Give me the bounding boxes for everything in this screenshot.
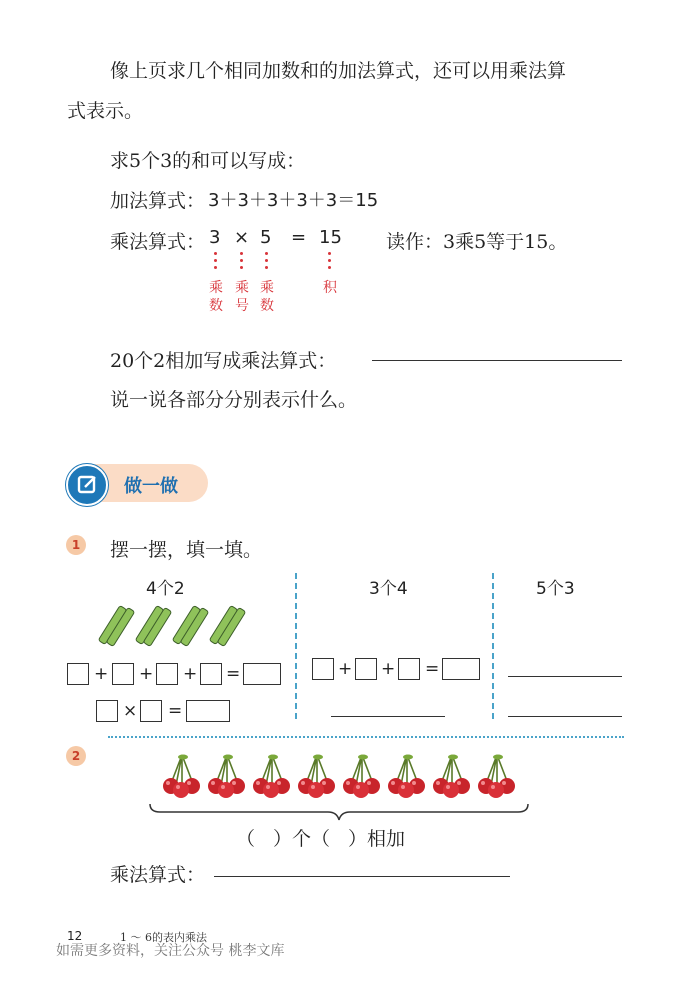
cherry-icon bbox=[252, 753, 292, 799]
blank-box[interactable] bbox=[200, 663, 222, 685]
example-question: 求5个3的和可以写成： bbox=[110, 150, 306, 172]
practice-explain: 说一说各部分分别表示什么。 bbox=[110, 389, 358, 411]
add-expression: 3＋3＋3＋3＋3＝15 bbox=[208, 190, 379, 211]
cherry-icon bbox=[342, 753, 382, 799]
answer-line-20x2[interactable] bbox=[372, 360, 622, 361]
mul-term-product: 15 bbox=[319, 227, 342, 248]
blank-box-product[interactable] bbox=[186, 700, 230, 722]
blank-box[interactable] bbox=[355, 658, 377, 680]
plus-sign: + bbox=[183, 664, 198, 684]
blank-box-sum[interactable] bbox=[442, 658, 480, 680]
blank-box[interactable] bbox=[398, 658, 420, 680]
section-icon bbox=[66, 464, 108, 506]
cherry-icon bbox=[432, 753, 472, 799]
ex2-number-badge: 2 bbox=[66, 746, 86, 766]
add-label: 加法算式： bbox=[110, 190, 206, 212]
blank-box[interactable] bbox=[312, 658, 334, 680]
plus-sign: + bbox=[338, 659, 353, 679]
plus-sign: + bbox=[139, 664, 154, 684]
mul-term-factor-2: 5 bbox=[260, 227, 272, 248]
mul-term-equals: = bbox=[291, 227, 307, 248]
intro-line-1: 像上页求几个相同加数和的加法算式，还可以用乘法算 bbox=[110, 60, 567, 82]
times-sign: × bbox=[123, 701, 138, 721]
ex1-number-badge: 1 bbox=[66, 535, 86, 555]
cherry-icon bbox=[387, 753, 427, 799]
ex1-title: 摆一摆，填一填。 bbox=[110, 539, 263, 561]
answer-line-ex2[interactable] bbox=[214, 876, 510, 877]
exercise-separator bbox=[108, 736, 624, 738]
plus-sign: + bbox=[94, 664, 109, 684]
ex2-mul-label: 乘法算式： bbox=[110, 864, 206, 886]
blank-box[interactable] bbox=[140, 700, 162, 722]
column-divider-2 bbox=[492, 573, 494, 719]
part-name-factor-2: 乘 数 bbox=[260, 280, 274, 314]
part-name-product: 积 bbox=[323, 280, 337, 296]
blank-box[interactable] bbox=[67, 663, 89, 685]
column-divider-1 bbox=[295, 573, 297, 719]
brace bbox=[148, 802, 530, 822]
cherry-icon bbox=[297, 753, 337, 799]
mul-term-sign: × bbox=[234, 227, 250, 248]
equals-sign: = bbox=[425, 659, 440, 679]
ex1-col-title-2: 3个4 bbox=[369, 579, 408, 599]
blank-box[interactable] bbox=[96, 700, 118, 722]
page-number: 12 bbox=[67, 929, 83, 943]
answer-line-col3-add[interactable] bbox=[508, 676, 622, 677]
cherry-icon bbox=[207, 753, 247, 799]
equals-sign: = bbox=[168, 701, 183, 721]
blank-box[interactable] bbox=[156, 663, 178, 685]
chapter-title: 1 ～ 6的表内乘法 bbox=[120, 931, 207, 944]
mul-term-factor-1: 3 bbox=[209, 227, 221, 248]
pencil-box-icon bbox=[68, 466, 106, 504]
read-as: 读作：3乘5等于15。 bbox=[386, 231, 568, 253]
cherry-icon bbox=[477, 753, 517, 799]
ex1-col-title-1: 4个2 bbox=[146, 579, 185, 599]
part-name-sign: 乘 号 bbox=[235, 280, 249, 314]
part-name-factor-1: 乘 数 bbox=[209, 280, 223, 314]
answer-line-col2[interactable] bbox=[331, 716, 445, 717]
section-title: 做一做 bbox=[124, 476, 178, 497]
mul-label: 乘法算式： bbox=[110, 231, 206, 253]
blank-box-sum[interactable] bbox=[243, 663, 281, 685]
watermark: 如需更多资料，关注公众号 桃李文库 bbox=[56, 943, 285, 959]
answer-line-col3-mul[interactable] bbox=[508, 716, 622, 717]
plus-sign: + bbox=[381, 659, 396, 679]
blank-box[interactable] bbox=[112, 663, 134, 685]
ex1-col-title-3: 5个3 bbox=[536, 579, 575, 599]
practice-question: 20个2相加写成乘法算式： bbox=[110, 350, 337, 372]
intro-line-2: 式表示。 bbox=[67, 100, 144, 122]
equals-sign: = bbox=[226, 664, 241, 684]
brace-label: （ ）个（ ）相加 bbox=[236, 828, 406, 850]
cherry-icon bbox=[162, 753, 202, 799]
